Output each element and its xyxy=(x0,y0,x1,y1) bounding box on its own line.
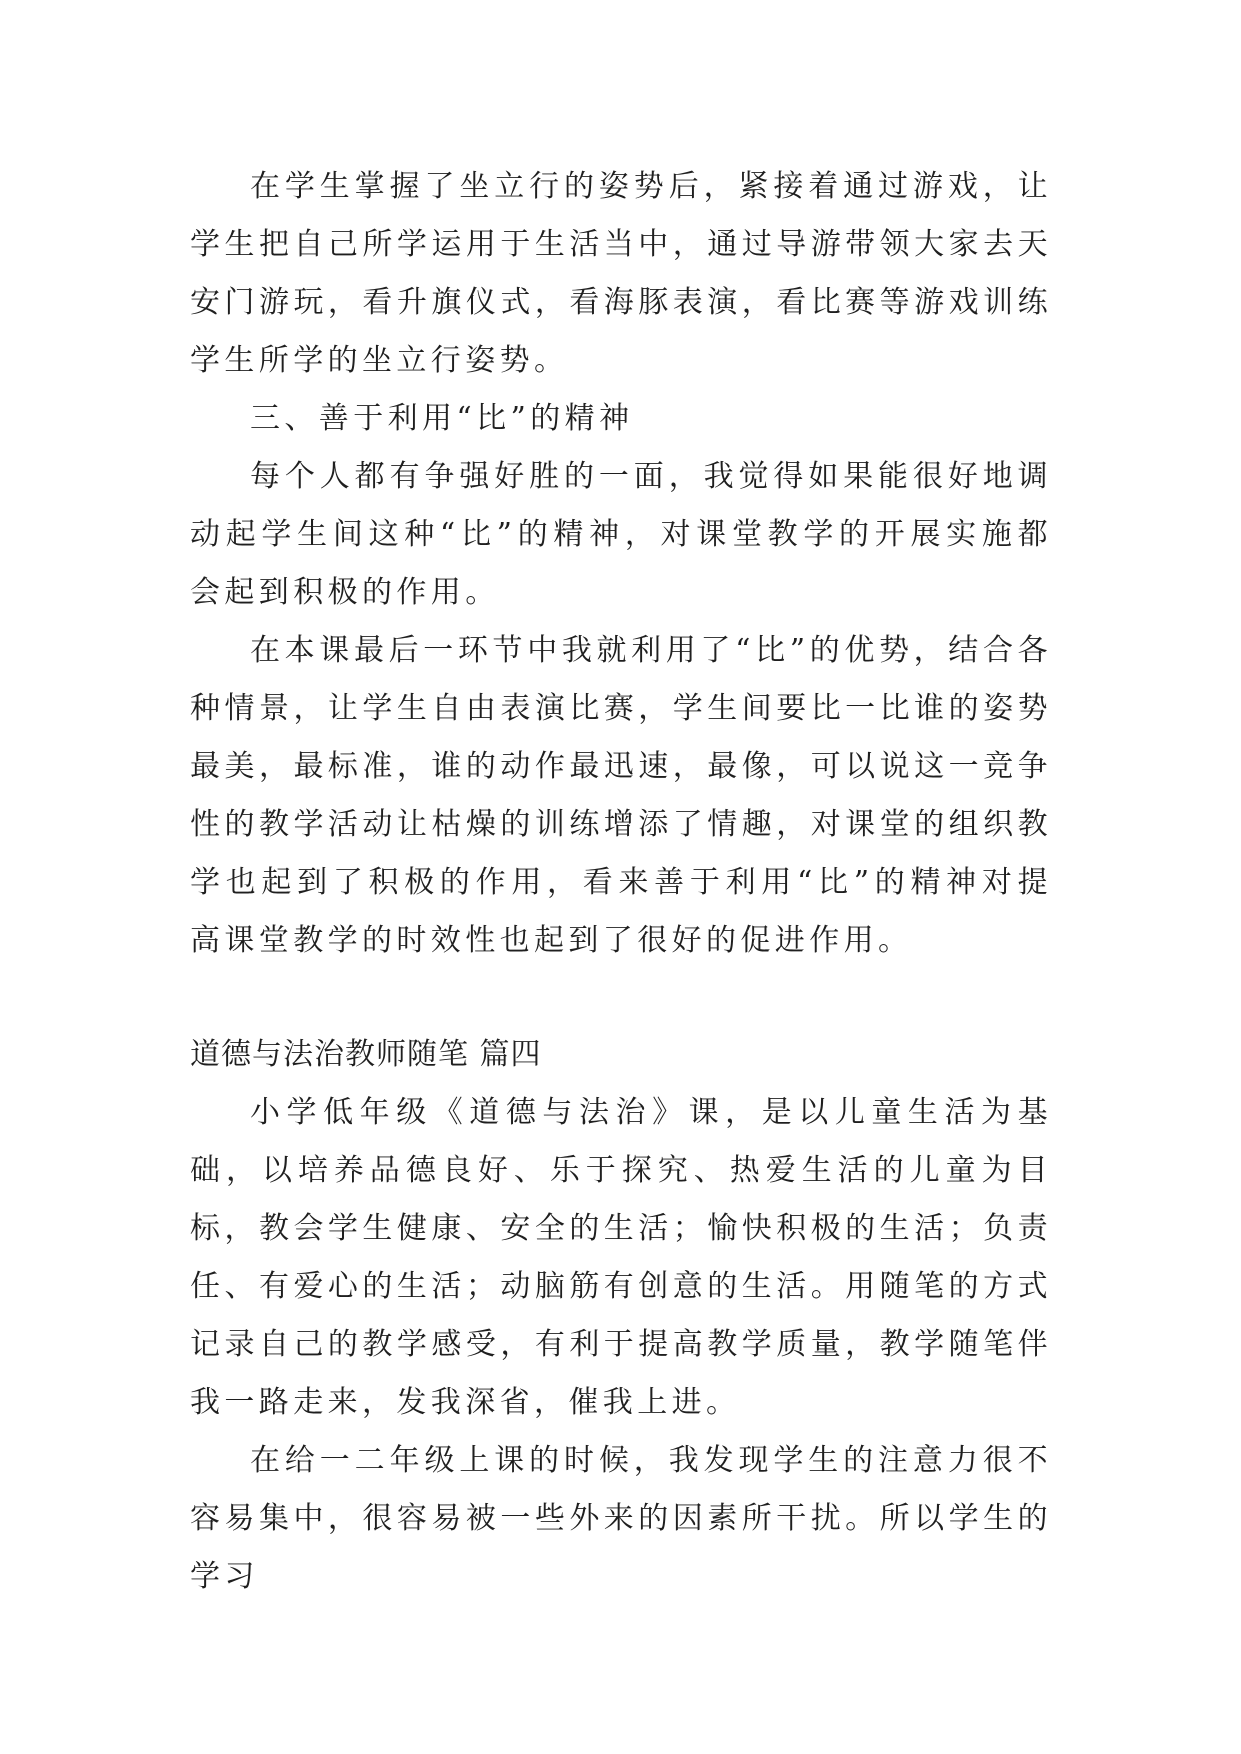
section-heading-three: 三、善于利用“比”的精神 xyxy=(250,401,634,436)
paragraph-course-intro: 小学低年级《道德与法治》课，是以儿童生活为基础，以培养品德良好、乐于探究、热爱生活的儿童为目标，教会学生健康、安全的生活；愉快积极的生活；负责任、有爱心的生活；动脑筋有创意的生活。用随笔的方式记录自己的教学感受，有利于提高教学质量，教学随笔伴我一路走来，发我深省，催我上进。 xyxy=(190,1095,1052,1420)
document-body xyxy=(190,158,1052,1606)
paragraph-attention: 在给一二年级上课的时候，我发现学生的注意力很不容易集中，很容易被一些外来的因素所干扰。所以学生的学习 xyxy=(190,1443,1052,1594)
paragraph-competition-spirit: 每个人都有争强好胜的一面，我觉得如果能很好地调动起学生间这种“比”的精神，对课堂教学的开展实施都会起到积极的作用。 xyxy=(190,459,1052,610)
article-title: 道德与法治教师随笔 篇四 xyxy=(190,1037,542,1072)
paragraph-final-activity: 在本课最后一环节中我就利用了“比”的优势，结合各种情景，让学生自由表演比赛，学生间要比一比谁的姿势最美，最标准，谁的动作最迅速，最像，可以说这一竞争性的教学活动让枯燥的训练增添了情趣，对课堂的组织教学也起到了积极的作用，看来善于利用“比”的精神对提高课堂教学的时效性也起到了很好的促进作用。 xyxy=(190,633,1052,958)
paragraph-game-practice: 在学生掌握了坐立行的姿势后，紧接着通过游戏，让学生把自己所学运用于生活当中，通过导游带领大家去天安门游玩，看升旗仪式，看海豚表演，看比赛等游戏训练学生所学的坐立行姿势。 xyxy=(190,169,1052,378)
